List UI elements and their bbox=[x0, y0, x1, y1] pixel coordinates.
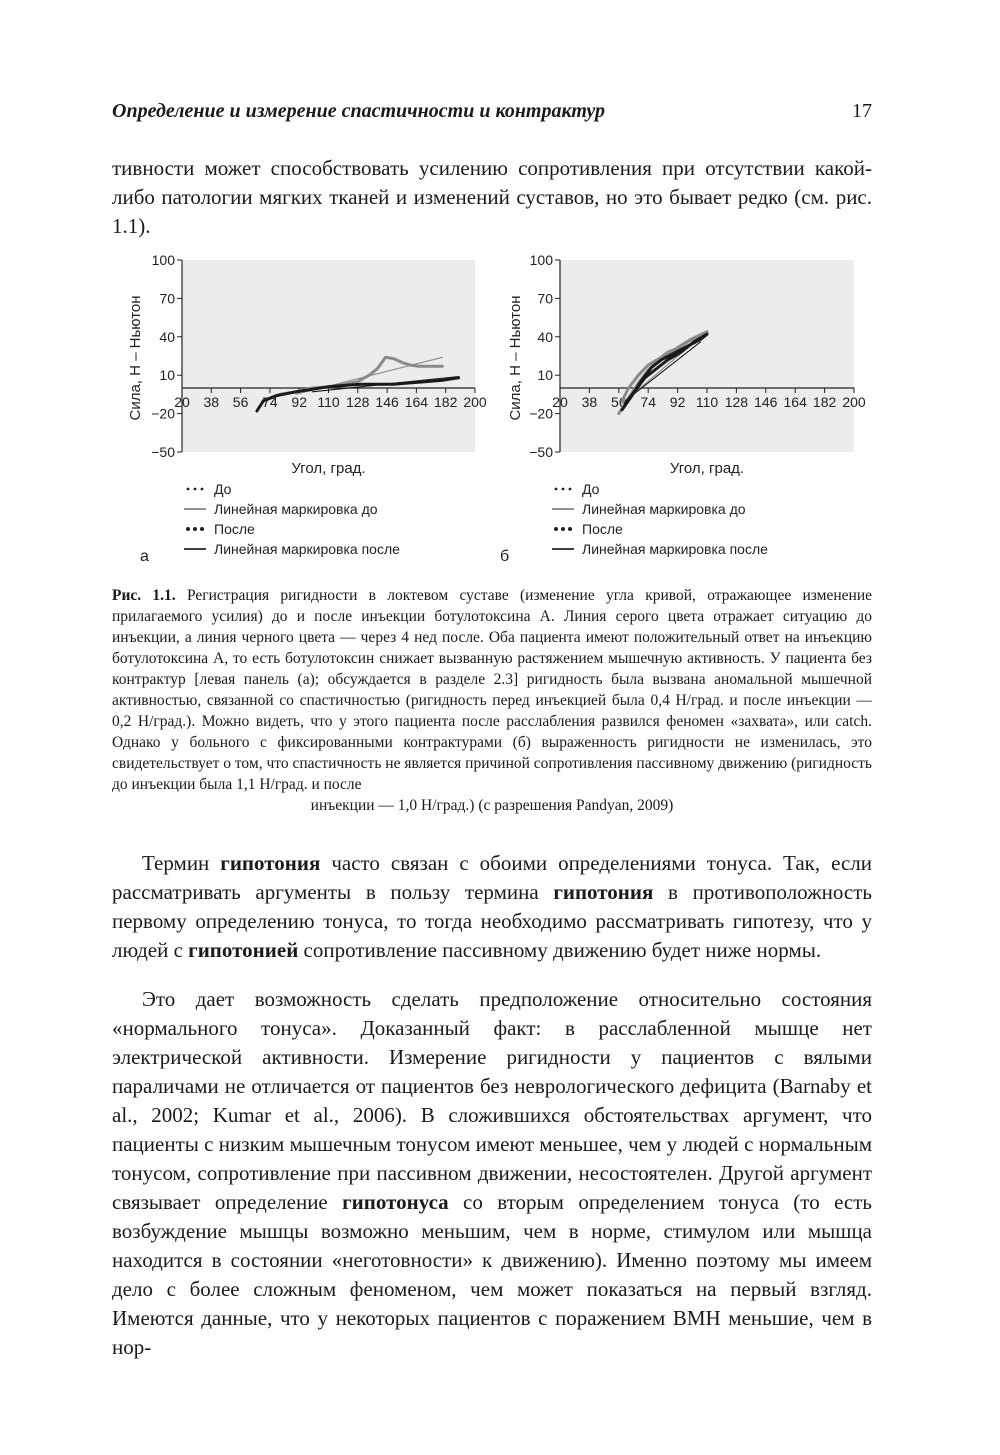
panel-a-x-tick-label: 56 bbox=[232, 394, 249, 410]
panel-a-x-tick-label: 200 bbox=[463, 394, 487, 410]
para1-text-3: в противоположность первому определению тонуса, то тогда необходимо рассматривать гипотезу, что у людей с bbox=[112, 880, 872, 962]
panel-b-x-tick-label: 74 bbox=[640, 394, 656, 410]
panel-a-x-tick-label: 182 bbox=[434, 394, 458, 410]
panel-b-x-label: Угол, град. bbox=[669, 460, 745, 477]
panel-b-legend-marker-dot bbox=[555, 488, 558, 491]
panel-a-x-label: Угол, град. bbox=[291, 460, 366, 477]
panel-a-y-tick-label: −20 bbox=[151, 405, 175, 422]
panel-b-x-tick-label: 128 bbox=[724, 394, 749, 410]
panel-a-x-tick-label: 128 bbox=[346, 394, 370, 410]
panel-b-x-tick-label: 146 bbox=[754, 394, 778, 410]
panel-a-y-tick-label: 70 bbox=[159, 290, 175, 307]
panel-b-legend-item: До bbox=[582, 481, 600, 497]
panel-b-y-label: Сила, Н – Ньютон bbox=[507, 295, 524, 421]
panel-b-legend-marker-dot bbox=[562, 488, 565, 491]
para1-text-4: сопротивление пассивному движению будет ниже нормы. bbox=[298, 938, 822, 962]
panel-b-y-tick-label: 100 bbox=[529, 252, 553, 268]
panel-b-legend-marker-dot bbox=[561, 527, 565, 531]
panel-a-legend-item: Линейная маркировка до bbox=[214, 501, 378, 517]
panel-a-legend-item: До bbox=[214, 481, 232, 497]
panel-a-legend-marker-dot bbox=[193, 527, 197, 531]
panel-b-y-tick-label: 40 bbox=[537, 328, 553, 345]
paragraph-hypotonia bbox=[112, 849, 872, 965]
panel-b-x-tick-label: 164 bbox=[783, 394, 807, 410]
panel-b-label: б bbox=[500, 548, 510, 565]
panel-a-label: а bbox=[140, 548, 149, 565]
panel-b-x-tick-label: 92 bbox=[669, 394, 686, 410]
panel-b-x-tick-label: 110 bbox=[695, 394, 719, 410]
caption-last-line: инъекции — 1,0 Н/град.) (с разрешения Pandyan, 2009) bbox=[310, 797, 674, 814]
panel-a-x-tick-label: 146 bbox=[375, 394, 399, 410]
panel-a-legend-marker-dot bbox=[201, 488, 204, 491]
panel-b-legend-marker-dot bbox=[568, 527, 572, 531]
para1-bold-1: гипотония bbox=[220, 851, 321, 875]
para1-bold-2: гипотония bbox=[553, 880, 654, 904]
panel-b-y-tick-label: 70 bbox=[537, 290, 553, 307]
panel-b-legend-item: Линейная маркировка до bbox=[582, 501, 746, 517]
panel-b-legend-item: После bbox=[582, 521, 623, 537]
panel-a-plot-area bbox=[182, 260, 475, 452]
para1-text-2: часто связан с обоими определениями тонуса. Так, если рассматривать аргументы в пользу термина bbox=[112, 851, 872, 904]
panel-a-x-tick-label: 38 bbox=[203, 394, 220, 410]
panel-a-y-tick-label: −50 bbox=[151, 444, 175, 460]
panel-b-y-tick-label: −50 bbox=[529, 444, 553, 460]
panel-a-y-tick-label: 40 bbox=[159, 328, 175, 345]
figure-1-1 bbox=[112, 247, 872, 577]
para2-bold-1: гипотонуса bbox=[342, 1190, 449, 1214]
panel-b-plot-area bbox=[560, 260, 854, 452]
panel-a-x-tick-label: 164 bbox=[404, 394, 429, 410]
panel-a-x-tick-label: 74 bbox=[262, 394, 278, 410]
panel-a-y-tick-label: 100 bbox=[151, 252, 175, 268]
panel-a-x-tick-label: 92 bbox=[291, 394, 307, 410]
panel-a-legend-item: Линейная маркировка после bbox=[214, 541, 400, 557]
caption-label: Рис. 1.1. bbox=[112, 587, 176, 604]
panel-a-x-tick-label: 20 bbox=[174, 394, 190, 410]
panel-b-y-tick-label: −20 bbox=[529, 405, 553, 422]
panel-b-y-tick-label: 10 bbox=[537, 367, 553, 384]
panel-a-y-tick-label: 10 bbox=[159, 367, 175, 384]
figure-caption bbox=[112, 585, 872, 816]
para1-text-1: Термин bbox=[142, 851, 221, 875]
panel-b-x-tick-label: 56 bbox=[611, 394, 627, 410]
panel-b-x-tick-label: 20 bbox=[552, 394, 568, 410]
panel-a-legend-marker-dot bbox=[194, 488, 197, 491]
panel-b-x-tick-label: 200 bbox=[842, 394, 866, 410]
panel-a-legend-marker-dot bbox=[187, 488, 190, 491]
paragraph-normal-tone bbox=[112, 985, 872, 1362]
para1-bold-3: гипотонией bbox=[188, 938, 299, 962]
panel-a-legend-item: После bbox=[214, 521, 255, 537]
panel-a-legend-marker-dot bbox=[200, 527, 204, 531]
para2-text-1: Это дает возможность сделать предположение относительно состояния «нормального тонуса». Доказанный факт: в расслабленной мышце нет электрической активности. Измерение ригидности у пациентов с вялыми параличами не отличается от пациентов без неврологического дефицита (Barnaby et al., 2002; Kumar et al., 2006). В сложившихся обстоятельствах аргумент, что пациенты с низким мышечным тонусом имеют меньшее, чем у людей с нормальным тонусом, сопротивление при пассивном движении, несостоятелен. Другой аргумент связывает определение bbox=[112, 987, 872, 1214]
panel-b-legend-marker-dot bbox=[554, 527, 558, 531]
panel-a-legend-marker-dot bbox=[186, 527, 190, 531]
panel-a-y-label: Сила, Н – Ньютон bbox=[127, 295, 144, 421]
running-head bbox=[112, 100, 872, 130]
running-title: Определение и измерение спастичности и контрактур bbox=[112, 100, 606, 122]
figure-svg bbox=[112, 247, 872, 577]
panel-b-legend-item: Линейная маркировка после bbox=[582, 541, 768, 557]
para2-text-2: со вторым определением тонуса (то есть возбуждение мышцы возможно меньшим, чем в норме, стимулом или мышца находится в состоянии «неготовности» к движению). Именно поэтому мы имеем дело с более сложным феноменом, чем может показаться на первый взгляд. Имеются данные, что у некоторых пациентов с поражением ВМН меньшие, чем в нор- bbox=[112, 1190, 872, 1359]
panel-b-legend-marker-dot bbox=[569, 488, 572, 491]
intro-paragraph: тивности может способствовать усилению сопротивления при отсутствии какой-либо патологии мягких тканей и изменений суставов, но это бывает редко (см. рис. 1.1). bbox=[112, 156, 872, 238]
panel-a-x-tick-label: 110 bbox=[317, 394, 340, 410]
caption-text: Регистрация ригидности в локтевом суставе (изменение угла кривой, отражающее изменение прилагаемого усилия) до и после инъекции ботулотоксина А. Линия серого цвета отражает ситуацию до инъекции, а линия черного цвета — через 4 нед после. Оба пациента имеют положительный ответ на инъекцию ботулотоксина А, то есть ботулотоксин снижает вызванную растяжением мышечную активность. У пациента без контрактур [левая панель (а); обсуждается в разделе 2.3] ригидность была вызвана аномальной мышечной активностью, связанной со спастичностью (ригидность перед инъекцией была 0,4 Н/град. и после инъекции — 0,2 Н/град.). Можно видеть, что у этого пациента после расслабления развился феномен «захвата», или catch. Однако у больного с фиксированными контрактурами (б) выраженность ригидности не изменилась, это свидетельствует о том, что спастичность не является причиной сопротивления пассивному движению (ригидность до инъекции была 1,1 Н/град. и после bbox=[112, 587, 873, 793]
panel-b-x-tick-label: 38 bbox=[581, 394, 598, 410]
page-number: 17 bbox=[852, 100, 872, 122]
panel-b-x-tick-label: 182 bbox=[812, 394, 837, 410]
